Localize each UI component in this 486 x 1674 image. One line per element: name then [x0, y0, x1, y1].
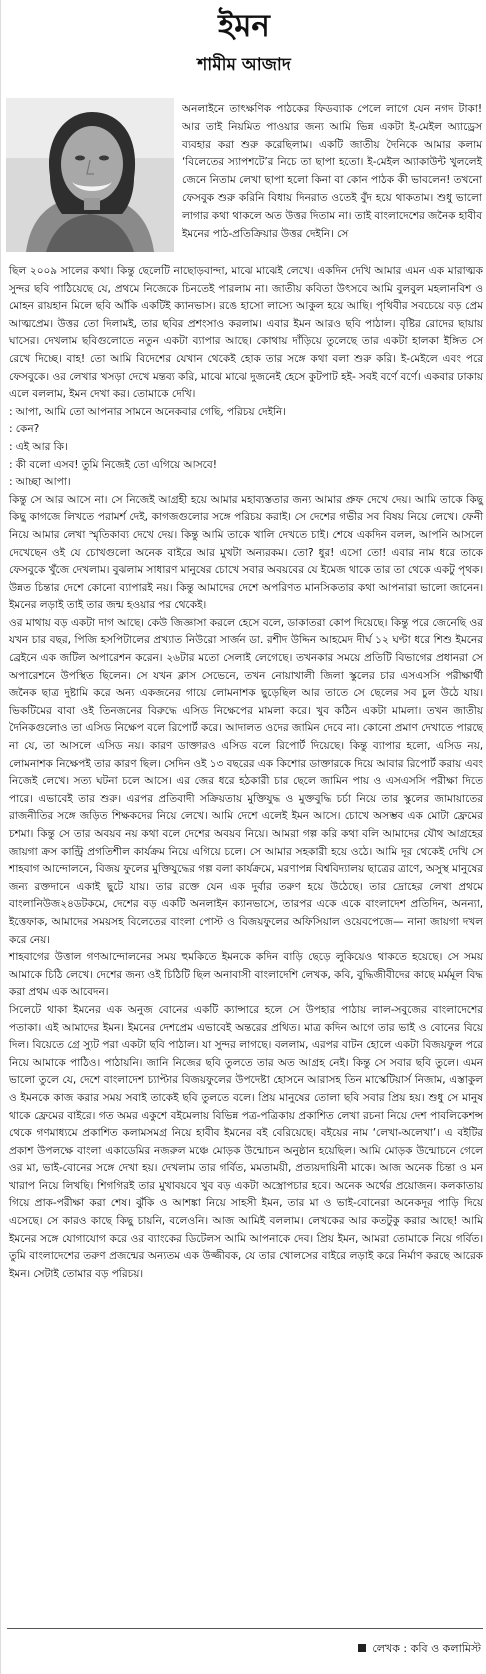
author-note-text: লেখক : কবি ও কলামিস্ট	[372, 1642, 481, 1655]
square-bullet-icon	[358, 1644, 366, 1652]
body-paragraph: শাহবাগের উত্তাল গণআন্দোলনের সময় হুমকিতে ইমনকে কদিন বাড়ি ছেড়ে লুকিয়েও থাকতে হয়েছে। সে সময় আমাকে চিঠি লেখে। দেশের জন্য ওই চিঠিটি ছিল অনাবাসী বাংলাদেশি লেখক, কবি, বুদ্ধিজীবীদের কাছে মর্মমূল বিদ্ধ করা প্রথম এক আবেদন।	[9, 950, 483, 999]
body-paragraph: সিলেটে থাকা ইমনের এক অনুজ বোনের একটি ক্যান্সারে হলে সে উপহার পাঠায় লাল-সবুজের বাংলাদেশের পতাকা। এই আমাদের ইমন। ইমনের দেশপ্রেম এভাবেই অন্তরের প্রথিত। মাত্র কদিন আগে তার ভাই ও বোনের বিয়ে দিল। বিয়েতে গ্রে স্যুট পরা একটা ছবি পাঠাল। যা সুন্দর লাগছে। বললাম, এরপর বাটন হোলে একটা বিজয়ফুল পরে নিয়ে আমাকে পাঠিও। পাঠায়নি। জানি নিজের ছবি তুলতে তার অত আগ্রহ নেই। কিন্তু সে সবার ছবি তুলে। এমন ভালো তুলে যে, দেশে বাংলাদেশ চ্যাপ্টার বিজয়ফুলের উপদেষ্টা হোসনে আরাসহ তিন মাস্কেটিয়ার্স নিজাম, এস্তাকুল ও ইমনকে কাজ করার সময় সবাই তাকেই ছবি তুলতে বলে। প্রিয় মানুষের তোলা ছবি সবার প্রিয় হয়। শুধু সে মানুষ থাকে ফ্রেমের বাইরে। গত অমর একুশে বইমেলায় বিভিন্ন পত্র-পত্রিকায় প্রকাশিত লেখা রচনা নিয়ে দেশ পাবলিকেশন্স থেকে গণমাধ্যমে প্রকাশিত কলামসমগ্র নিয়ে হাবীব ইমনের বই বেরিয়েছে। বইয়ের নাম ‘লেখা-অলেখা’। এ বইটির প্রকাশ উপলক্ষে বাংলা একাডেমির নজরুল মঞ্চে মোড়ক উন্মোচন অনুষ্ঠান হয়েছিল। আমি মোড়ক উন্মোচনে গেলে ওর মা, ভাই-বোনের সঙ্গে দেখা হয়। দেখলাম তার গর্বিত, মমতাময়ী, প্রত্যয়দায়িনী মাকে। আজ অনেক চিন্তা ও মন খারাপ নিয়ে লিখছি। শিগগিরই তার মুখাবয়বে খুব বড় একটা অস্ত্রোপচার হবে। অনেক অর্থের প্রয়োজন। কলকাতায় গিয়ে প্রাক-পরীক্ষা করা শেষ। ঝুঁকি ও আশঙ্কা নিয়ে সাহসী ইমন, তার মা ও ভাই-বোনেরা অনেকদূর পাড়ি দিয়ে এসেছে। সে কারও কাছে কিছু চায়নি, বলেওনি। আজ আমিই বললাম। লেখকের আর কতটুকু করার আছে! আমি ইমনের সঙ্গে যোগাযোগ করে ওর ব্যাংকের ডিটেলস আমি আপনাকে দেব। প্রিয় ইমন, আমরা তোমাকে নিয়ে গর্বিত। তুমি বাংলাদেশের তরুণ প্রজন্মের অন্যতম এক উজ্জীবক, যে তার খোলসের বাইরে লড়াই করে নির্মাণ করছে আরেক ইমন। সেটাই তোমার বড় পরিচয়।	[9, 1002, 483, 1280]
author-portrait	[6, 98, 174, 252]
footer-divider	[7, 1628, 483, 1629]
dialog-line: : আপা, আমি তো আপনার সামনে অনেকবার গেছি, পরিচয় দেইনি।	[9, 404, 286, 418]
author-byline: শামীম আজাদ	[197, 55, 291, 75]
body-paragraph: ওর মাথায় বড় একটা দাগ আছে। কেউ জিজ্ঞাসা করলে হেসে বলে, ডাকাতরা কোপ দিয়েছে। কিন্তু পরে জেনেছি ওর যখন চার বছর, পিজি হসপিটালের প্রখ্যাত নিউরো সার্জন ডা. রশীদ উদ্দিন আহমেদ দীর্ঘ ১২ ঘণ্টা ধরে শিশু ইমনের ব্রেইনে এক জটিল অপারেশন করেন। ২৬টার মতো সেলাই লেগেছে। তখনকার সময়ে প্রতিটি বিভাগের প্রধানরা সে অপারেশনে উপস্থিত ছিলেন। সে যখন ক্লাস সেভেনে, তখন নোয়াখালী জিলা স্কুলের চার এসএসসি পরীক্ষার্থী জনৈক ছাত্র দুষ্টামি করে অন্য একজনের গায়ে লোমনাশক ছুড়েছিল আর তাতে সে ছেলের সব চুল উঠে যায়। ভিকটিমের বাবা ওই তিনজনের বিরুদ্ধে এসিড নিক্ষেপের মামলা করে। খুব কঠিন একটা মামলা। তখন জাতীয় দৈনিকগুলোও তা এসিড নিক্ষেপ বলে রিপোর্ট করে। আদালত ওদের জামিন দেবে না। কোনো প্রমাণ দেখাতে পারছে না যে, তা আসলে এসিড নয়। কারণ ডাক্তারও এসিড বলে রিপোর্ট দিয়েছে। কিন্তু ব্যাপার হলো, এসিড নয়, লোমনাশক নিক্ষেপই তার কারণ ছিল। সেদিন ওই ১৩ বছরের এক কিশোর ডাক্তারকে দিয়ে আবার রিপোর্ট করায় এবং নিজেই লেখে। সত্য ঘটনা চলে আসে। এর জের ধরে হঠকারী চার ছেলে জামিন পায় ও এসএসসি পরীক্ষা দিতে পারে। এভাবেই তার শুরু। এরপর প্রতিবাদী সক্রিয়তায় মুক্তিযুদ্ধ ও মুক্তবুদ্ধি চর্চা নিয়ে তার স্কুলের জামায়াতের রাজনীতির সঙ্গে জড়িত শিক্ষকদের নিয়ে লেখে। আমি দেশে এলেই ইমন আসে। চোখে অসম্ভব এক মোটা ফ্রেমের চশমা। কিন্তু সে তার অবয়ব নয় কথা বলে দেশের অবয়ব নিয়ে। আমরা গল্প করি কথা বলি আমাদের যৌথ আগ্রহের জায়গা ক্রস কান্ট্রি প্রগতিশীল কার্যক্রম নিয়ে এগিয়ে চলে। সে আমার সহকারী হয়ে ওঠে। আমি দূর থেকেই দেখি সে শাহবাগ আন্দোলনে, বিজয় ফুলের মুক্তিযুদ্ধের গল্প বলা কার্যক্রমে, মরণাপন্ন বিশ্ববিদ্যালয় ছাত্রের ত্রাণে, অসুস্থ মানুষের জন্য রক্তদানে একাই ছুটে যায়। তার রক্তে যেন এক দুর্বার তরুণ হয়ে উঠেছে। তার দ্রোহের লেখা প্রথমে বাংলানিউজ২৪ডটকমে, দেশের বড় একটি অনলাইন ক্যানভাসে, তারপর একে একে বাংলাদেশ প্রতিদিন, অনন্যা, ইত্তেফাক, আমাদের সময়সহ বিলেতের বাংলা পোস্ট ও বিজয়ফুলের অফিসিয়াল ওয়েবপেজে— নানা জায়গা দখল করে নেয়।	[9, 615, 483, 946]
dialog-line: : আচ্ছা আপা।	[9, 475, 71, 489]
portrait-image	[6, 98, 174, 252]
dialog-block	[9, 403, 483, 491]
lead-paragraph: অনলাইনে তাৎক্ষণিক পাঠকের ফিডব্যাক পেলে লাগে যেন নগদ টাকা! আর তাই নিয়মিত পাওয়ার জন্য আমি ভিন্ন একটা ই-মেইল অ্যাড্রেস ব্যবহার করা শুরু করেছিলাম। একটি জাতীয় দৈনিকে আমার কলাম ‘বিলেতের স্যাপশটে’র নিচে তা ছাপা হতো। ই-মেইল অ্যাকাউন্ট খুললেই জেনে নিতাম লেখা ছাপা হলো কিনা বা কোন পাঠক কী ভাবলেন! তখনো ফেসবুক শুরু করিনি বিধায় দিনরাত ওতেই বুঁদ হয়ে থাকতাম। শুধু ভালো লাগার কথা থাকলে অত উত্তর দিতাম না। তাই বাংলাদেশের জনৈক হাবীব ইমনের পাঠ-প্রতিক্রিয়ার উত্তর দেইনি। সে	[182, 102, 482, 240]
body-paragraph: কিন্তু সে আর আসে না। সে নিজেই আগ্রহী হয়ে আমার মহাব্যস্ততার জন্য আমার প্রুফ দেখে দেয়। আমি তাকে কিছু কিছু কাগজে লিখতে পরামর্শ দেই, কাগজগুলোর সঙ্গে পরিচয় করাই। সে দেশের গভীর সব বিষয় নিয়ে লেখে। ফেনী নিয়ে আমার লেখা স্মৃতিকাব্য দেখে দেয়। কিন্তু আমি তাকে খালি দেখতে চাই। শেষে একদিন বলল, আপনি আসলে দেখেছেন ওই যে চোখগুলো অনেক বাইরে আর মুখটা অন্যরকম। তো? ধুর! এসো তো! এবার নাম ধরে তাকে ফেসবুকে খুঁজে দেখলাম। বুঝলাম সাধারণ মানুষের চোখে সবার অবয়বের যে ইমেজ থাকে তার তা থেকে একটু পৃথক। উন্নত চিন্তার দেশে কোনো ব্যাপারই নয়। কিন্তু আমাদের দেশে অপরিণত মানসিকতার কথা আপনারা ভালো জানেন। ইমনের লড়াই তাই তার জন্ম হওয়ার পর থেকেই।	[9, 492, 483, 612]
dialog-line: : কেন?	[9, 422, 40, 436]
article-title: ইমন	[218, 8, 270, 44]
dialog-line: : কী বলো এসব! তুমি নিজেই তো এগিয়ে আসবে!	[9, 457, 217, 471]
body-paragraph: ছিল ২০০৯ সালের কথা। কিন্তু ছেলেটি নাছোড়বান্দা, মাঝে মাঝেই লেখে। একদিন দেখি আমার এমন এক মারাত্মক সুন্দর ছবি পাঠিয়েছে যে, প্রথমে নিজেকে চিনতেই পারলাম না। জাতীয় কবিতা উৎসবে আমি বুলবুল মহলানবিশ ও মোহন রায়হান মিলে ছবি আঁকি একটিই ক্যানভাস। রঙে হাসো লাস্যে আকুল হয়ে আছি। পৃথিবীর সবচেয়ে বড় প্রেম আত্মপ্রেম। উত্তর তো দিলামই, তার ছবির প্রশংসাও করলাম। এবার ইমন আরও ছবি পাঠাল। বৃষ্টির রোদের ছায়ায় ঘাসের। দেখলাম ছবিগুলোতে নতুন একটা ব্যাপার আছে। কোথায় দাঁড়িয়ে তুলেছে তার একটা হালকা ইঙ্গিত সে রেখে দিচ্ছে। বাহ! তো আমি বিদেশের যেখান থেকেই হোক তার সঙ্গে কথা বলা শুরু করি। ই-মেইলে এবং পরে ফেসবুকে। ওর লেখার খসড়া দেখে মন্তব্য করি, মাঝে মাঝে দুজনেই হেসে কুটপাট হই- সবই বর্ণে বর্ণে। একবার ঢাকায় এলে বললাম, ইমন দেখা কর। তোমাকে দেখি।	[9, 264, 483, 401]
author-note	[331, 1640, 481, 1658]
article-body	[9, 262, 483, 1282]
dialog-line: : এই আর কি।	[9, 439, 68, 453]
